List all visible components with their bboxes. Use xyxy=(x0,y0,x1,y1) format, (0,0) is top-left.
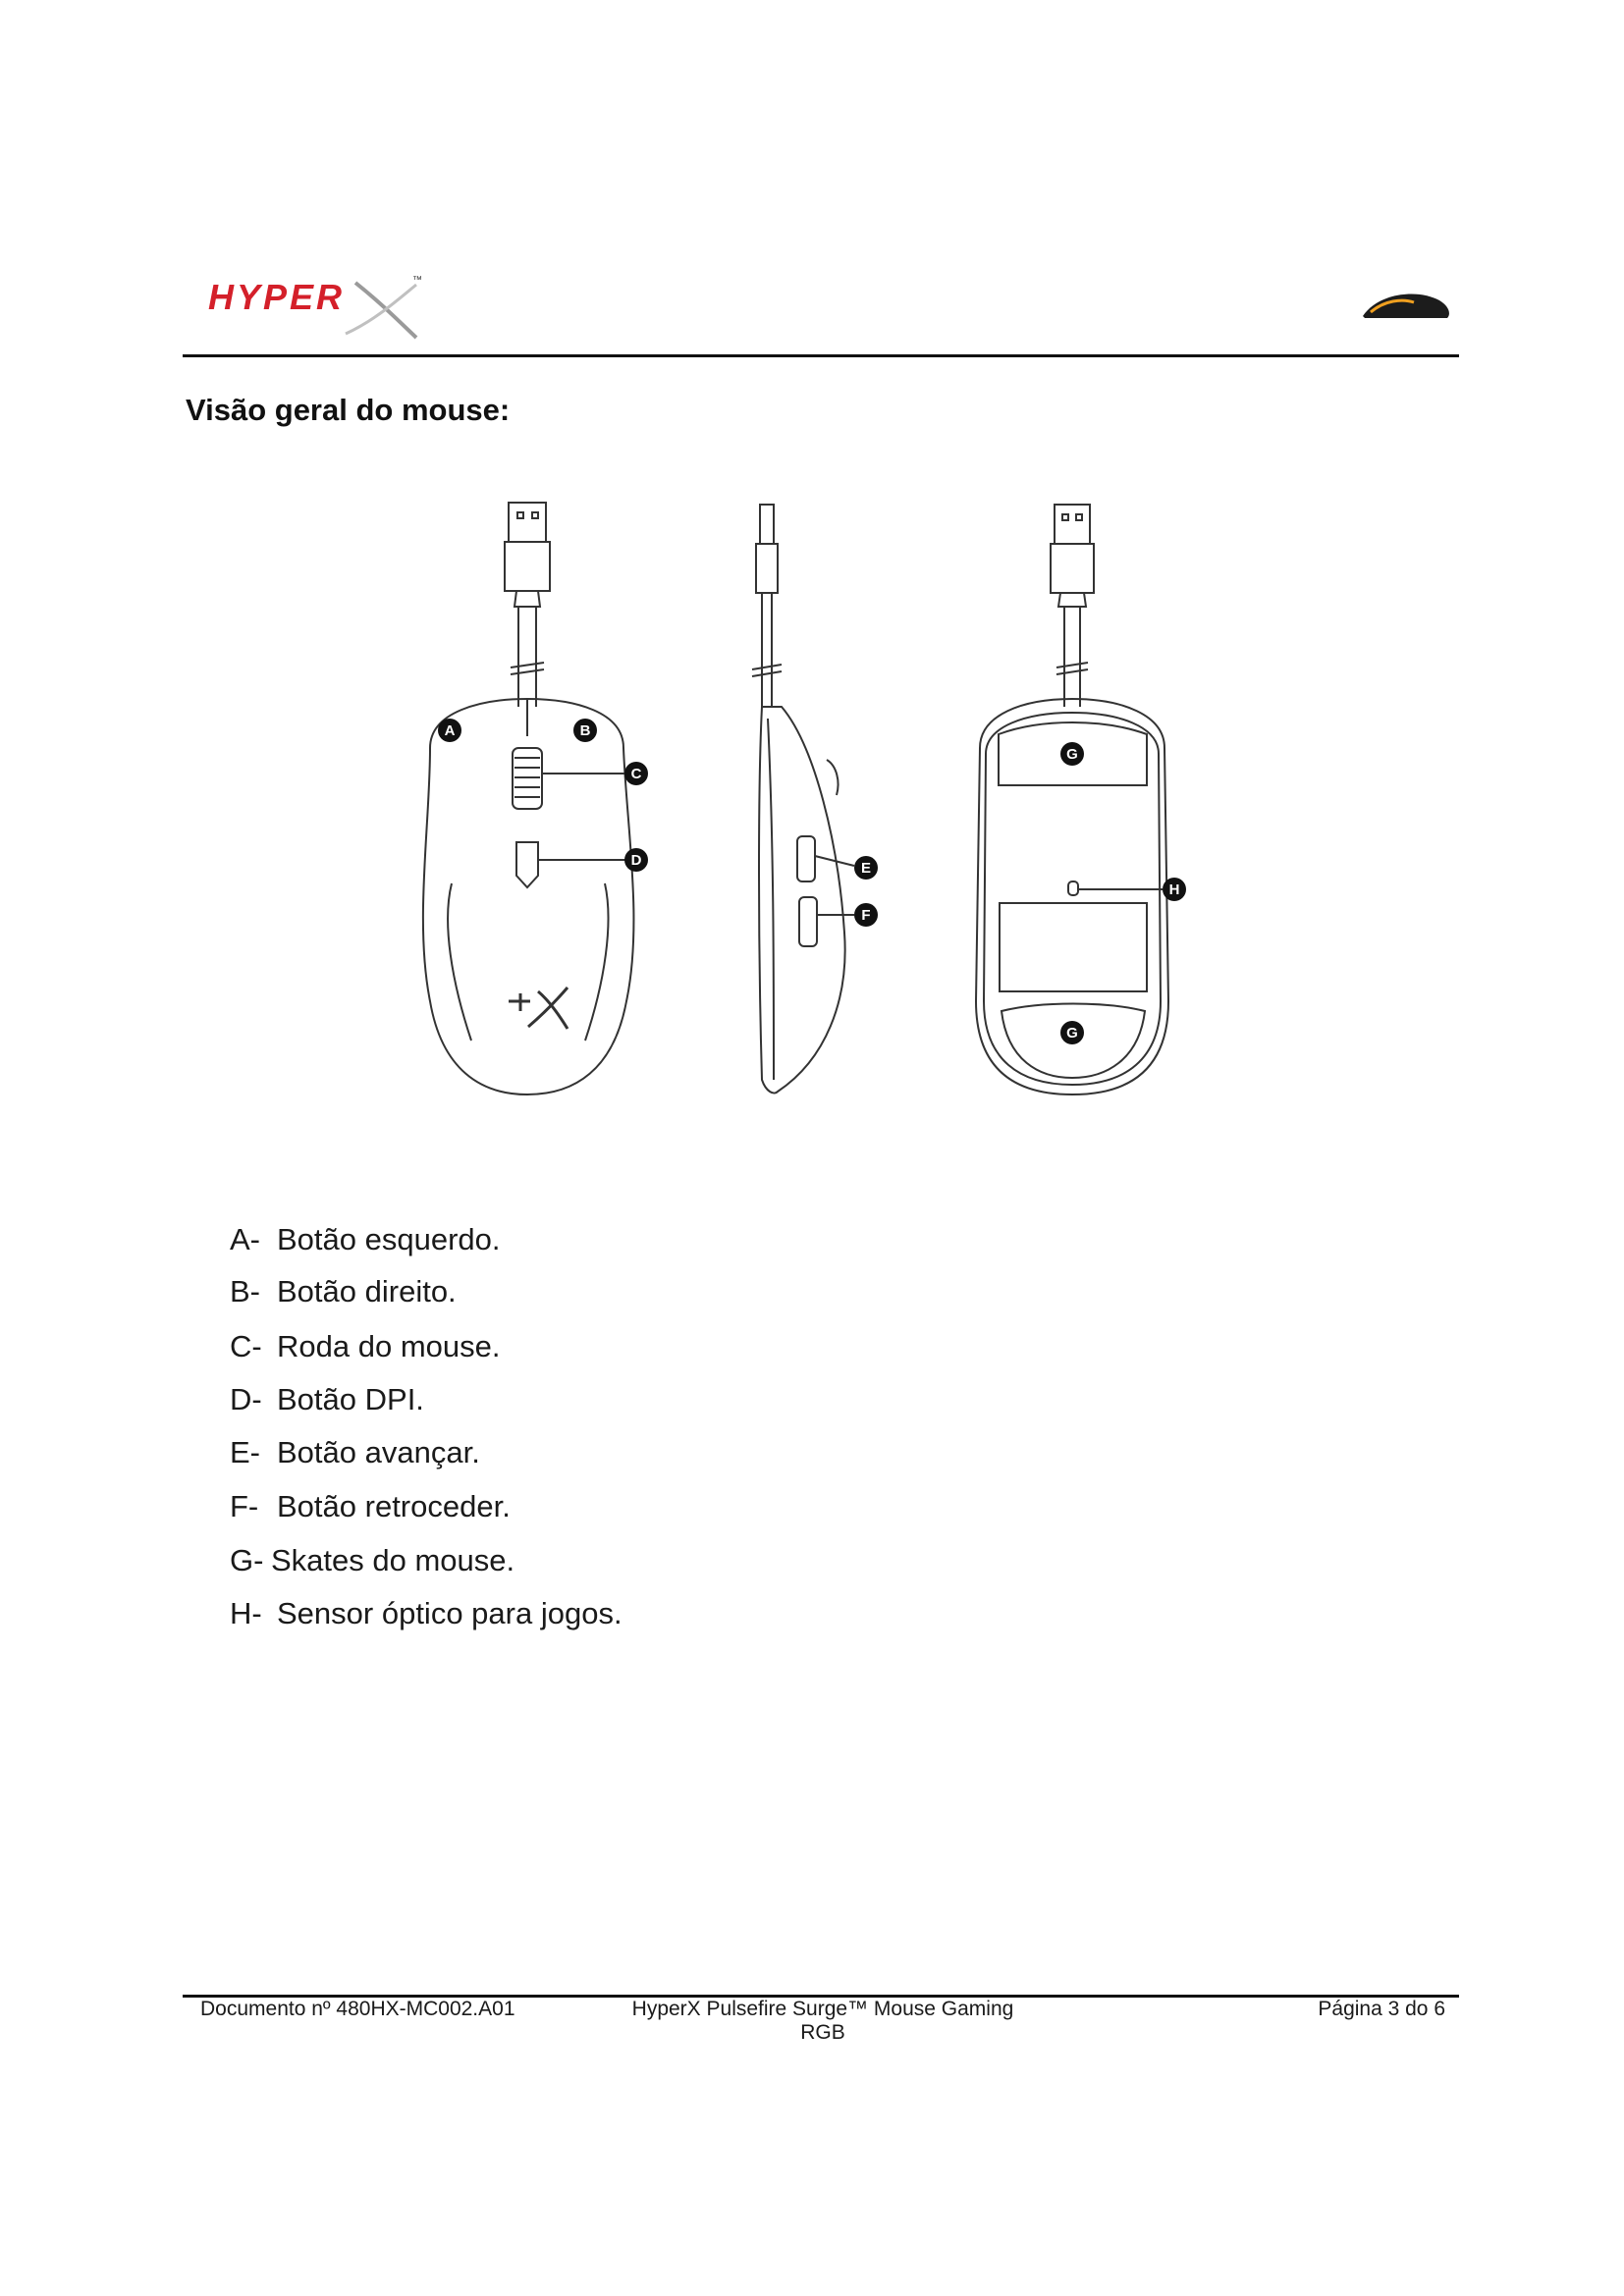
callout-e: E xyxy=(860,860,872,877)
legend-text: Roda do mouse. xyxy=(277,1329,501,1363)
legend-text: Sensor óptico para jogos. xyxy=(277,1596,623,1630)
mouse-overview-diagram xyxy=(412,491,1257,1119)
callout-a: A xyxy=(444,722,456,739)
header-divider xyxy=(183,354,1459,357)
callout-d: D xyxy=(630,852,642,869)
page-number: Página 3 do 6 xyxy=(1318,1998,1445,2020)
legend-letter: G- xyxy=(230,1543,264,1577)
legend-item xyxy=(230,1543,514,1578)
logo-text: HYPER xyxy=(208,277,346,317)
legend-text: Botão esquerdo. xyxy=(277,1222,501,1256)
legend-letter: F- xyxy=(230,1489,259,1523)
legend-item xyxy=(230,1489,511,1524)
mouse-side-view xyxy=(752,505,845,1094)
legend-item xyxy=(230,1596,623,1631)
legend-letter: H- xyxy=(230,1596,262,1630)
mouse-top-view xyxy=(423,699,634,1095)
hyperx-logo xyxy=(208,273,430,344)
legend-letter: D- xyxy=(230,1382,262,1416)
product-name-line1: HyperX Pulsefire Surge™ Mouse Gaming xyxy=(631,1998,1014,2020)
legend-item xyxy=(230,1329,500,1364)
legend-letter: A- xyxy=(230,1222,260,1256)
legend-item xyxy=(230,1274,457,1309)
document-number: Documento nº 480HX-MC002.A01 xyxy=(200,1998,515,2020)
callout-b: B xyxy=(579,722,591,739)
mouse-side-icon xyxy=(1359,283,1453,322)
legend-letter: C- xyxy=(230,1329,262,1363)
hyperx-x-logo-icon xyxy=(208,273,430,344)
section-title: Visão geral do mouse: xyxy=(186,393,511,427)
legend-item xyxy=(230,1222,501,1257)
callout-f: F xyxy=(861,907,871,924)
legend-item xyxy=(230,1382,424,1417)
callout-g-bottom: G xyxy=(1066,1025,1078,1041)
legend-text: Botão direito. xyxy=(277,1274,457,1308)
legend-text: Botão retroceder. xyxy=(277,1489,511,1523)
legend-text: Botão DPI. xyxy=(277,1382,424,1416)
mouse-bottom-view xyxy=(976,505,1168,1095)
legend-item xyxy=(230,1435,480,1470)
callout-g-top: G xyxy=(1066,746,1078,763)
product-name xyxy=(550,1998,1096,2045)
callout-h: H xyxy=(1168,881,1180,898)
trademark-mark: ™ xyxy=(412,275,422,286)
legend-letter: B- xyxy=(230,1274,260,1308)
usb-connector-icon xyxy=(505,503,550,707)
legend-text: Skates do mouse. xyxy=(271,1543,515,1577)
legend-text: Botão avançar. xyxy=(277,1435,480,1469)
callout-c: C xyxy=(630,766,642,782)
legend-letter: E- xyxy=(230,1435,260,1469)
product-name-line2: RGB xyxy=(800,2021,845,2044)
